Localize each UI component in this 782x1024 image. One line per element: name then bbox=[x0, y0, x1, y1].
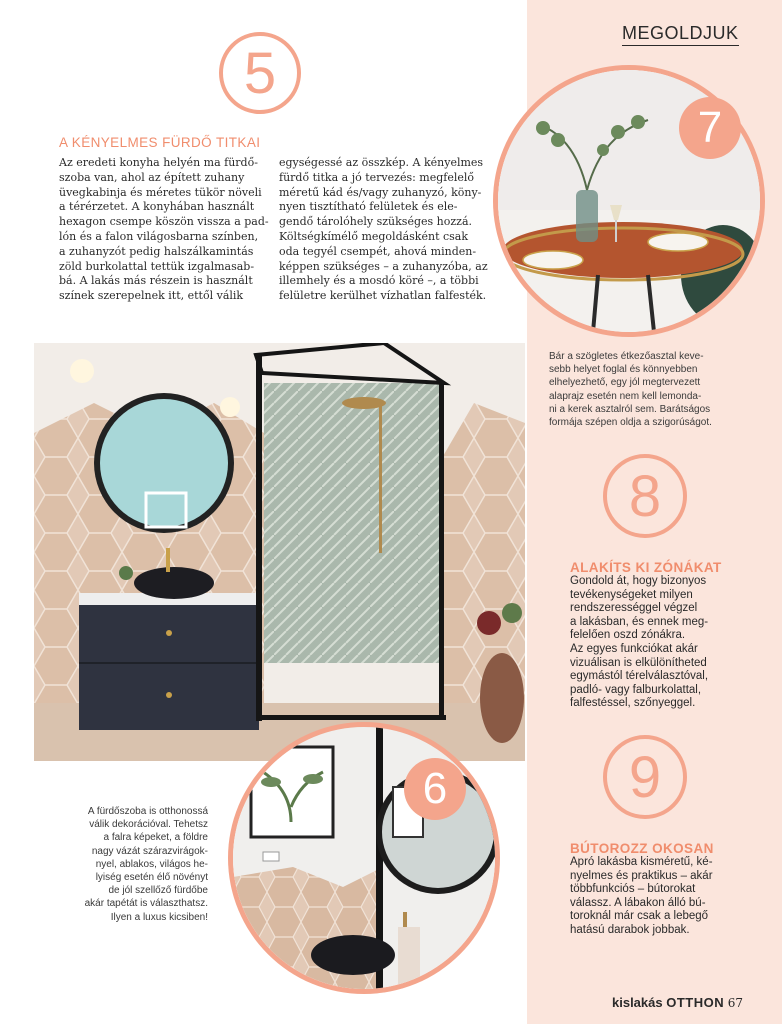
text-line: rendszerességgel végzel bbox=[570, 602, 698, 615]
tip-9-text bbox=[570, 856, 713, 938]
text-line: színek szerepelnek itt, ettől válik bbox=[59, 289, 244, 303]
text-line: oda tegyél csempét, ahová minden- bbox=[279, 244, 477, 258]
tip-6-caption bbox=[40, 805, 208, 924]
text-line: Az eredeti konyha helyén ma fürdő- bbox=[59, 156, 258, 169]
tip-8-text bbox=[570, 575, 708, 711]
brand-name: kislakás bbox=[612, 995, 663, 1010]
text-line: hatású darabok jobbak. bbox=[570, 923, 690, 936]
text-line: válik dekorációval. Tehetsz bbox=[89, 819, 208, 831]
text-line: nyel, ablakos, világos he- bbox=[95, 858, 208, 870]
text-line: falfestéssel, szőnyeggel. bbox=[570, 697, 696, 710]
text-line: tevékenységeket milyen bbox=[570, 588, 693, 601]
text-line: gendő tárolóhely szükséges hozzá. bbox=[279, 215, 473, 229]
text-line: Bár a szögletes étkezőasztal keve- bbox=[549, 351, 704, 362]
text-line: nagy vázát szárazvirágok- bbox=[91, 845, 208, 857]
text-line: a térérzetet. A konyhában használt bbox=[59, 200, 255, 214]
page-number: 67 bbox=[727, 996, 744, 1010]
text-line: a lakásban, és ennek meg- bbox=[570, 615, 709, 628]
text-line: Apró lakásba kisméretű, ké- bbox=[570, 856, 713, 868]
text-line: lón és a falon világosbarna színben, bbox=[59, 229, 259, 243]
text-line: a falra képeket, a földre bbox=[103, 832, 208, 844]
text-line: Az egyes funkciókat akár bbox=[570, 642, 698, 655]
tip-number-7: 7 bbox=[679, 97, 741, 159]
text-line: zöld burkolattal tettük izgalmasab- bbox=[59, 259, 255, 273]
text-line: válassz. A lábakon álló bú- bbox=[570, 896, 706, 909]
tip-number-5: 5 bbox=[219, 32, 301, 114]
text-line: akár tapétát is választhatsz. bbox=[84, 898, 208, 910]
text-line: Ilyen a luxus kicsiben! bbox=[110, 911, 208, 923]
text-line: felületre kerülhet vízhatlan falfesték. bbox=[279, 289, 487, 303]
text-line: toroknál már csak a lebegő bbox=[570, 910, 709, 923]
text-line: lyiség esetén élő növényt bbox=[95, 872, 208, 884]
text-line: A fürdőszoba is otthonossá bbox=[87, 806, 208, 817]
text-line: nyen tisztítható felületek és ele- bbox=[279, 200, 458, 214]
text-line: sebb helyet foglal és könnyebben bbox=[549, 364, 698, 376]
text-line: a zuhanyzót pedig halszálkamintás bbox=[59, 244, 254, 258]
tip-5-column-1 bbox=[59, 156, 267, 304]
tip-number-9: 9 bbox=[603, 735, 687, 819]
text-line: Költségkímélő megoldásként csak bbox=[279, 229, 469, 243]
text-line: egymástól térelválasztóval, bbox=[570, 670, 709, 683]
page-footer bbox=[612, 995, 743, 1010]
tip-8-title: ALAKÍTS KI ZÓNÁKAT bbox=[570, 560, 722, 575]
text-line: vizuálisan is elkülönítheted bbox=[570, 656, 707, 669]
text-line: hexagon csempe köszön vissza a pad- bbox=[59, 215, 269, 229]
text-line: Gondold át, hogy bizonyos bbox=[570, 575, 707, 587]
text-line: egységessé az összkép. A kényelmes bbox=[279, 156, 484, 169]
text-line: szoba van, ahol az épített zuhany bbox=[59, 170, 245, 184]
brand-suffix: OTTHON bbox=[666, 995, 725, 1010]
text-line: padló- vagy falburkolattal, bbox=[570, 683, 702, 696]
text-line: nyelmes és praktikus – akár bbox=[570, 869, 713, 882]
text-line: fürdő titka a jó tervezés: megfelelő bbox=[279, 170, 475, 184]
text-line: elhelyezhető, egy jól megtervezett bbox=[549, 377, 701, 389]
text-line: de jól szellőző fürdőbe bbox=[108, 885, 208, 897]
bathroom-photo bbox=[34, 343, 525, 761]
text-line: illemhely és a mosdó köré –, a többi bbox=[279, 274, 479, 288]
text-line: ni a kerek asztalról sem. Barátságos bbox=[549, 403, 711, 415]
text-line: felelően oszd zónákra. bbox=[570, 629, 686, 642]
text-line: üvegkabinja és méretes tükör növeli bbox=[59, 185, 262, 199]
tip-5-title: A KÉNYELMES FÜRDŐ TITKAI bbox=[59, 135, 261, 150]
tip-5-column-2 bbox=[279, 156, 501, 304]
text-line: képpen szükséges – a zuhanyzóba, az bbox=[279, 259, 488, 273]
tip-9-title: BÚTOROZZ OKOSAN bbox=[570, 841, 714, 856]
tip-number-6: 6 bbox=[404, 758, 466, 820]
tip-7-caption bbox=[549, 350, 749, 429]
section-tag: MEGOLDJUK bbox=[622, 23, 739, 46]
text-line: formája szépen oldja a szigorúságot. bbox=[549, 417, 712, 429]
text-line: bá. A lakás más részein is használt bbox=[59, 274, 253, 288]
text-line: alaprajz esetén nem kell lemonda- bbox=[549, 390, 702, 402]
text-line: méretű kád és/vagy zuhanyzó, köny- bbox=[279, 185, 482, 199]
tip-number-8: 8 bbox=[603, 454, 687, 538]
text-line: többfunkciós – bútorokat bbox=[570, 883, 696, 896]
